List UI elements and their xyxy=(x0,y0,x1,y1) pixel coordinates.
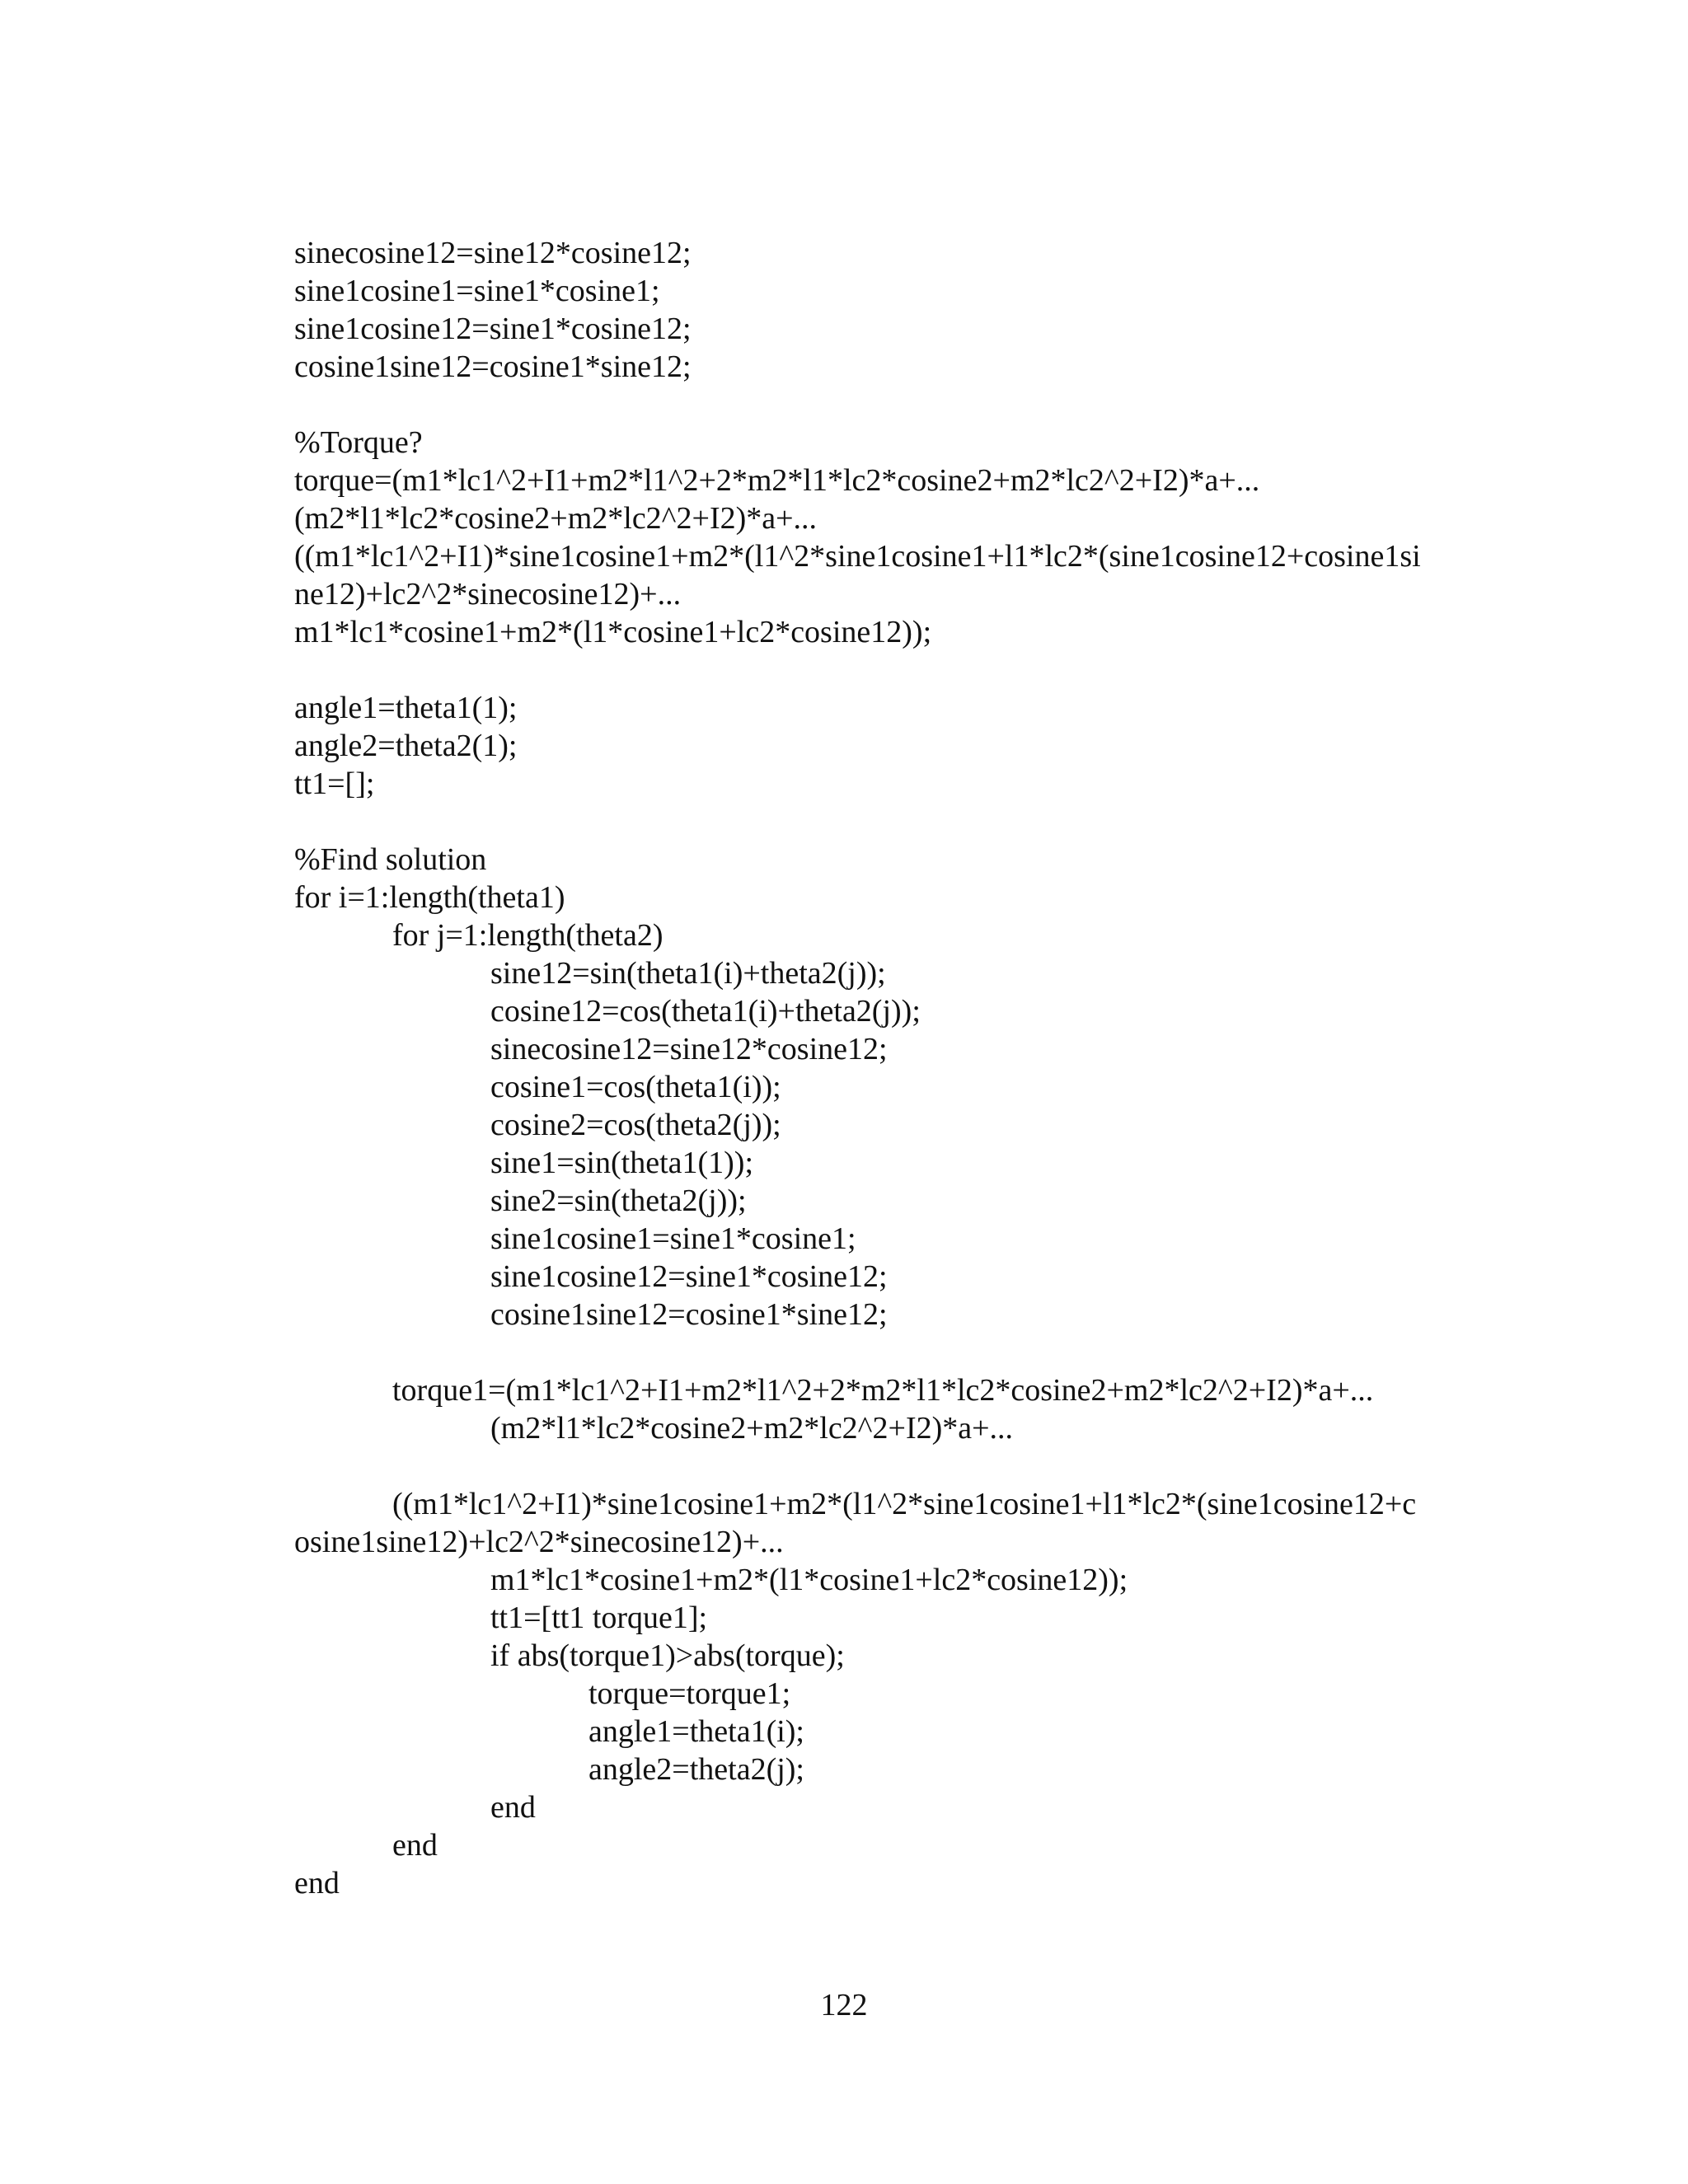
code-line: for i=1:length(theta1) xyxy=(294,880,565,915)
code-line: angle1=theta1(i); xyxy=(588,1714,804,1749)
code-line: %Torque? xyxy=(294,425,423,460)
blank-line xyxy=(294,803,1489,841)
code-line: cosine1sine12=cosine1*sine12; xyxy=(294,349,692,384)
code-line: (m2*l1*lc2*cosine2+m2*lc2^2+I2)*a+... xyxy=(294,501,818,536)
code-listing xyxy=(294,234,1489,1902)
blank-line xyxy=(294,386,1489,424)
code-line: sine2=sin(theta2(j)); xyxy=(490,1183,747,1218)
code-line: end xyxy=(294,1866,340,1900)
code-line: %Find solution xyxy=(294,842,487,877)
code-line: for j=1:length(theta2) xyxy=(392,918,663,953)
code-line: end xyxy=(490,1790,536,1825)
code-line: sinecosine12=sine12*cosine12; xyxy=(490,1032,888,1066)
code-line: m1*lc1*cosine1+m2*(l1*cosine1+lc2*cosine12)); xyxy=(294,615,932,649)
code-line: sine1cosine1=sine1*cosine1; xyxy=(294,274,660,308)
code-line: sine1cosine12=sine1*cosine12; xyxy=(490,1259,888,1294)
code-line: sine1=sin(theta1(1)); xyxy=(490,1146,754,1180)
page-number: 122 xyxy=(820,1988,868,2022)
blank-line xyxy=(294,1333,1489,1371)
code-line: ((m1*lc1^2+I1)*sine1cosine1+m2*(l1^2*sine1cosine1+l1*lc2*(sine1cosine12+c xyxy=(392,1487,1417,1521)
code-line: torque=(m1*lc1^2+I1+m2*l1^2+2*m2*l1*lc2*cosine2+m2*lc2^2+I2)*a+... xyxy=(294,463,1260,498)
code-line: angle1=theta1(1); xyxy=(294,691,518,725)
code-line: ne12)+lc2^2*sinecosine12)+... xyxy=(294,577,682,612)
code-line: osine1sine12)+lc2^2*sinecosine12)+... xyxy=(294,1525,784,1559)
code-line: torque1=(m1*lc1^2+I1+m2*l1^2+2*m2*l1*lc2*cosine2+m2*lc2^2+I2)*a+... xyxy=(392,1373,1374,1408)
code-line: end xyxy=(392,1828,438,1863)
code-line: torque=torque1; xyxy=(588,1676,791,1711)
code-line: sine1cosine12=sine1*cosine12; xyxy=(294,312,692,346)
blank-line xyxy=(294,651,1489,689)
code-line: tt1=[tt1 torque1]; xyxy=(490,1601,708,1635)
code-line: sinecosine12=sine12*cosine12; xyxy=(294,236,692,270)
code-line: cosine1sine12=cosine1*sine12; xyxy=(490,1297,888,1332)
blank-line xyxy=(294,1447,1489,1485)
code-line: sine12=sin(theta1(i)+theta2(j)); xyxy=(490,956,886,991)
code-line: cosine12=cos(theta1(i)+theta2(j)); xyxy=(490,994,921,1029)
code-line: tt1=[]; xyxy=(294,766,375,801)
code-line: if abs(torque1)>abs(torque); xyxy=(490,1638,845,1673)
code-line: (m2*l1*lc2*cosine2+m2*lc2^2+I2)*a+... xyxy=(490,1411,1014,1446)
code-line: angle2=theta2(j); xyxy=(588,1752,804,1787)
code-line: ((m1*lc1^2+I1)*sine1cosine1+m2*(l1^2*sine1cosine1+l1*lc2*(sine1cosine12+cosine1si xyxy=(294,539,1421,574)
code-line: sine1cosine1=sine1*cosine1; xyxy=(490,1221,856,1256)
code-line: cosine2=cos(theta2(j)); xyxy=(490,1108,781,1142)
code-line: cosine1=cos(theta1(i)); xyxy=(490,1070,781,1104)
code-line: m1*lc1*cosine1+m2*(l1*cosine1+lc2*cosine12)); xyxy=(490,1563,1128,1597)
code-line: angle2=theta2(1); xyxy=(294,729,518,763)
